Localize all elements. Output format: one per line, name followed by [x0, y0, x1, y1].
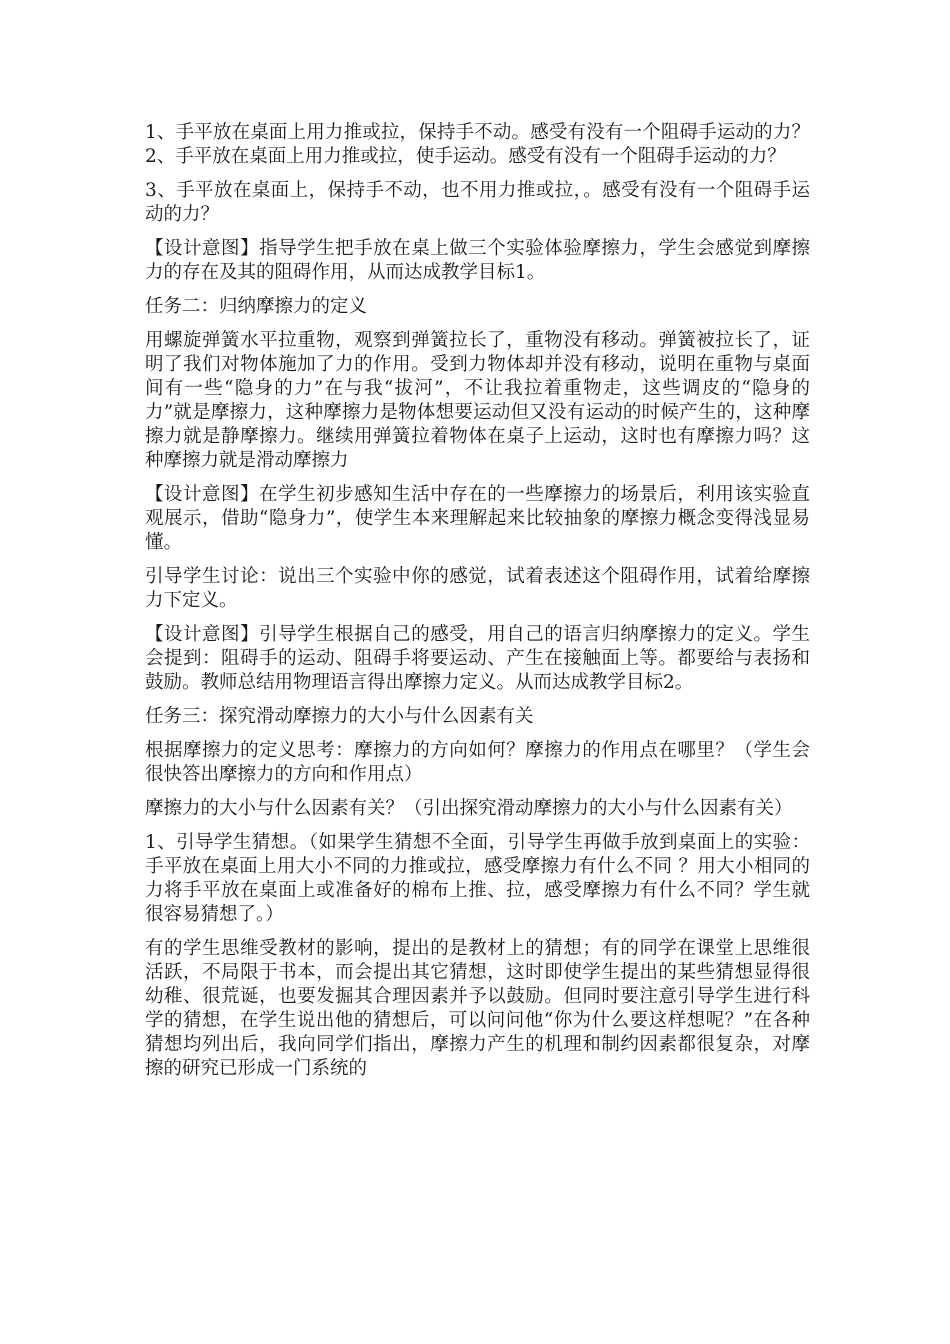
paragraph-guess-guidance: 1、引导学生猜想。（如果学生猜想不全面，引导学生再做手放到桌面上的实验：手平放在桌面上用大小不同的力推或拉，感受摩擦力有什么不同 ？用大小相同的力将手平放在桌面上或准备好的棉布上推、拉，感受摩擦力有什么不同？学生就很容易猜想了。） [145, 832, 810, 925]
document-body [145, 121, 810, 1091]
paragraph-student-thinking: 有的学生思维受教材的影响，提出的是教材上的猜想；有的同学在课堂上思维很活跃，不局限于书本，而会提出其它猜想，这时即使学生提出的某些猜想显得很幼稚、很荒诞，也要发掘其合理因素并予以鼓励。但同时要注意引导学生进行科学的猜想，在学生说出他的猜想后，可以问问他“你为什么要这样想呢？”在各种猜想均列出后，我向同学们指出，摩擦力产生的机理和制约因素都很复杂，对摩擦的研究已形成一门系统的 [145, 938, 810, 1079]
paragraph-spring-experiment: 用螺旋弹簧水平拉重物，观察到弹簧拉长了，重物没有移动。弹簧被拉长了，证明了我们对物体施加了力的作用。受到力物体却并没有移动，说明在重物与桌面间有一些“隐身的力”在与我“拔河”，不让我拉着重物走，这些调皮的“隐身的力”就是摩擦力，这种摩擦力是物体想要运动但又没有运动的时候产生的，这种摩擦力就是静摩擦力。继续用弹簧拉着物体在桌子上运动，这时也有摩擦力吗？这种摩擦力就是滑动摩擦力 [145, 330, 810, 471]
paragraph-magnitude-question: 摩擦力的大小与什么因素有关？（引出探究滑动摩擦力的大小与什么因素有关） [145, 798, 793, 819]
paragraph-experiment-3: 3、手平放在桌面上，保持手不动，也不用力推或拉，。感受有没有一个阻碍手运动的力？ [145, 180, 810, 225]
paragraph-design-intent-1: 【设计意图】指导学生把手放在桌上做三个实验体验摩擦力，学生会感觉到摩擦力的存在及其的阻碍作用，从而达成教学目标1。 [145, 238, 810, 283]
section-heading-task-2: 任务二：归纳摩擦力的定义 [145, 296, 368, 317]
paragraph-design-intent-2: 【设计意图】在学生初步感知生活中存在的一些摩擦力的场景后，利用该实验直观展示，借助“隐身力”，使学生本来理解起来比较抽象的摩擦力概念变得浅显易懂。 [145, 484, 810, 553]
paragraph-experiments-1-2: 1、手平放在桌面上用力推或拉，保持手不动。感受有没有一个阻碍手运动的力？2、手平放在桌面上用力推或拉，使手运动。感受有没有一个阻碍手运动的力？ [145, 122, 810, 167]
paragraph-direction-question: 根据摩擦力的定义思考：摩擦力的方向如何？摩擦力的作用点在哪里？（学生会很快答出摩擦力的方向和作用点） [145, 740, 810, 785]
paragraph-discussion: 引导学生讨论：说出三个实验中你的感觉，试着表述这个阻碍作用，试着给摩擦力下定义。 [145, 566, 810, 611]
paragraph-design-intent-3: 【设计意图】引导学生根据自己的感受，用自己的语言归纳摩擦力的定义。学生会提到：阻碍手的运动、阻碍手将要运动、产生在接触面上等。都要给与表扬和鼓励。教师总结用物理语言得出摩擦力定义。从而达成教学目标2。 [145, 624, 810, 693]
section-heading-task-3: 任务三：探究滑动摩擦力的大小与什么因素有关 [145, 706, 534, 727]
